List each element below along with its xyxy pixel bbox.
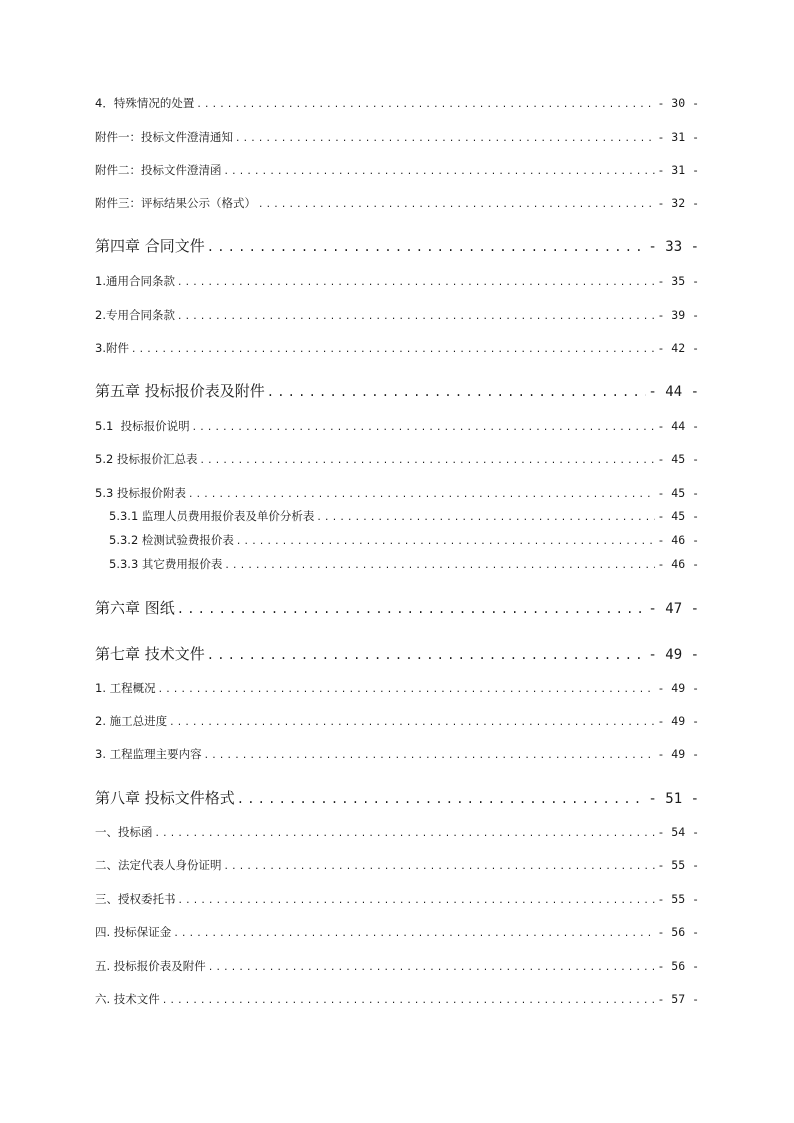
dot-leader	[162, 993, 656, 1009]
toc-entry-page: - 45 -	[657, 486, 699, 500]
toc-entry[interactable]	[95, 713, 699, 731]
dot-leader	[131, 342, 655, 358]
dot-leader	[177, 275, 655, 291]
toc-entry-page: - 30 -	[657, 96, 699, 110]
dot-leader	[192, 420, 656, 436]
toc-entry[interactable]	[95, 129, 699, 147]
toc-entry-page: - 45 -	[657, 452, 699, 466]
toc-entry[interactable]	[95, 924, 699, 942]
dot-leader	[204, 748, 656, 764]
toc-entry[interactable]	[95, 195, 699, 213]
dot-leader	[199, 453, 655, 469]
toc-entry[interactable]	[95, 680, 699, 698]
toc-entry-page: - 55 -	[657, 892, 699, 906]
toc-entry-page: - 42 -	[657, 341, 699, 355]
dot-leader	[237, 789, 647, 809]
toc-subentry-page: - 46 -	[657, 533, 699, 547]
toc-entry[interactable]	[95, 746, 699, 764]
dot-leader	[316, 510, 655, 526]
toc-chapter-page: - 51 -	[648, 791, 699, 807]
toc-entry-title: 3.附件	[95, 341, 129, 355]
dot-leader	[224, 859, 656, 875]
toc-chapter-page: - 49 -	[648, 647, 699, 663]
toc-entry[interactable]	[95, 958, 699, 976]
toc-chapter-page: - 47 -	[648, 601, 699, 617]
toc-entry-title: 2.专用合同条款	[95, 308, 175, 322]
dot-leader	[236, 534, 656, 550]
toc-chapter[interactable]	[95, 598, 699, 619]
toc-entry-page: - 49 -	[657, 714, 699, 728]
toc-entry-title: 六. 技术文件	[95, 992, 160, 1006]
dot-leader	[196, 97, 655, 113]
toc-entry[interactable]	[95, 857, 699, 875]
toc-chapter-page: - 44 -	[648, 384, 699, 400]
toc-entry-title: 附件三：评标结果公示（格式）	[95, 196, 256, 210]
toc-entry-title: 四. 投标保证金	[95, 925, 172, 939]
toc-entry-title: 1. 工程概况	[95, 681, 156, 695]
toc-entry-title: 二、法定代表人身份证明	[95, 858, 222, 872]
toc-entry-title: 一、投标函	[95, 825, 153, 839]
toc-chapter-title: 第四章 合同文件	[95, 237, 205, 255]
toc-subentry-page: - 45 -	[657, 509, 699, 523]
dot-leader	[207, 237, 647, 257]
toc-entry[interactable]	[95, 824, 699, 842]
toc-chapter-title: 第七章 技术文件	[95, 645, 205, 663]
dot-leader	[158, 682, 656, 698]
toc-subentry-title: 5.3.2 检测试验费报价表	[109, 533, 234, 547]
toc-entry-title: 2. 施工总进度	[95, 714, 168, 728]
toc-entry[interactable]	[95, 162, 699, 180]
dot-leader	[224, 558, 655, 574]
dot-leader	[169, 715, 655, 731]
toc-chapter[interactable]	[95, 644, 699, 665]
toc-chapter-title: 第五章 投标报价表及附件	[95, 382, 265, 400]
toc-entry-title: 5.1 投标报价说明	[95, 419, 190, 433]
toc-entry-title: 5.3 投标报价附表	[95, 486, 186, 500]
dot-leader	[235, 131, 655, 147]
toc-entry-title: 3. 工程监理主要内容	[95, 747, 202, 761]
toc-subentry-title: 5.3.3 其它费用报价表	[109, 557, 223, 571]
toc-entry-title: 附件一：投标文件澄清通知	[95, 130, 233, 144]
toc-entry-title: 三、授权委托书	[95, 892, 176, 906]
dot-leader	[207, 645, 647, 665]
toc-entry-page: - 55 -	[657, 858, 699, 872]
dot-leader	[173, 926, 655, 942]
toc-entry-page: - 49 -	[657, 747, 699, 761]
toc-entry[interactable]	[95, 95, 699, 113]
toc-chapter[interactable]	[95, 381, 699, 402]
toc-entry-page: - 49 -	[657, 681, 699, 695]
toc-entry-page: - 57 -	[657, 992, 699, 1006]
dot-leader	[224, 164, 656, 180]
toc-entry[interactable]	[95, 418, 699, 436]
toc-entry[interactable]	[95, 991, 699, 1009]
dot-leader	[177, 599, 647, 619]
toc-entry-page: - 35 -	[657, 274, 699, 288]
toc-entry[interactable]	[95, 451, 699, 469]
dot-leader	[155, 826, 656, 842]
toc-entry-page: - 31 -	[657, 163, 699, 177]
dot-leader	[267, 382, 647, 402]
toc-subentry[interactable]	[109, 532, 699, 550]
toc-chapter-page: - 33 -	[648, 239, 699, 255]
toc-entry[interactable]	[95, 891, 699, 909]
toc-chapter[interactable]	[95, 788, 699, 809]
toc-entry-title: 五. 投标报价表及附件	[95, 959, 206, 973]
dot-leader	[188, 487, 656, 503]
toc-chapter-title: 第六章 图纸	[95, 599, 175, 617]
toc-entry-title: 附件二：投标文件澄清函	[95, 163, 222, 177]
toc-entry-title: 1.通用合同条款	[95, 274, 175, 288]
toc-entry[interactable]	[95, 307, 699, 325]
toc-entry-page: - 32 -	[657, 196, 699, 210]
toc-entry[interactable]	[95, 273, 699, 291]
toc-subentry-title: 5.3.1 监理人员费用报价表及单价分析表	[109, 509, 315, 523]
dot-leader	[208, 960, 656, 976]
toc-entry-page: - 31 -	[657, 130, 699, 144]
toc-entry-title: 5.2 投标报价汇总表	[95, 452, 198, 466]
toc-entry-page: - 54 -	[657, 825, 699, 839]
toc-entry[interactable]	[95, 340, 699, 358]
toc-chapter[interactable]	[95, 236, 699, 257]
toc-entry-page: - 39 -	[657, 308, 699, 322]
dot-leader	[178, 893, 656, 909]
toc-entry-page: - 56 -	[657, 925, 699, 939]
toc-entry-page: - 56 -	[657, 959, 699, 973]
toc-subentry[interactable]	[109, 508, 699, 526]
toc-entry-title: 4．特殊情况的处置	[95, 96, 195, 110]
dot-leader	[258, 197, 655, 213]
toc-subentry[interactable]	[109, 556, 699, 574]
toc-entry[interactable]	[95, 485, 699, 503]
toc-entry-page: - 44 -	[657, 419, 699, 433]
dot-leader	[177, 309, 655, 325]
toc-chapter-title: 第八章 投标文件格式	[95, 789, 235, 807]
toc-subentry-page: - 46 -	[657, 557, 699, 571]
